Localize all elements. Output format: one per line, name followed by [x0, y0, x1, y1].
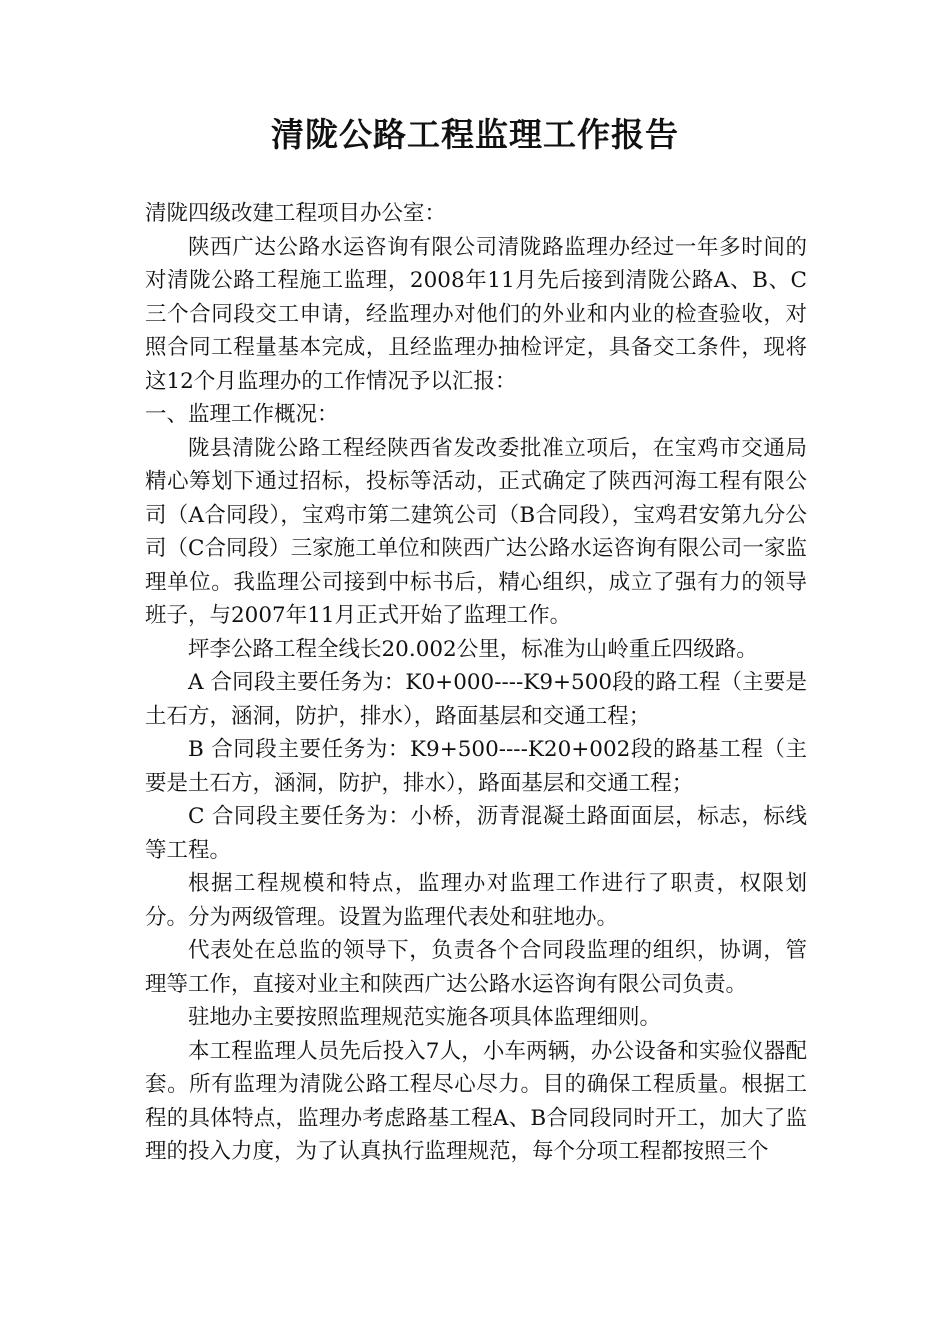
paragraph-road-length: 坪李公路工程全线长20.002公里，标准为山岭重丘四级路。: [188, 636, 758, 662]
section-heading-overview: 一、监理工作概况：: [145, 402, 339, 427]
paragraph-intro: 陕西广达公路水运咨询有限公司清陇路监理办经过一年多时间的对清陇公路工程施工监理，2008年11月先后接到清陇公路A、B、C三个合同段交工申请，经监理办对他们的外业和内业的检查验收，对照合同工程量基本完成，且经监理办抽检评定，具备交工条件，现将这12个月监理办的工作情况予以汇报：: [145, 234, 807, 394]
salutation: 清陇四级改建工程项目办公室：: [145, 201, 447, 226]
paragraph-contract-b: B 合同段主要任务为：K9+500----K20+002段的路基工程（主要是土石方，涵洞，防护，排水），路面基层和交通工程；: [145, 737, 807, 796]
paragraph-contract-a: A 合同段主要任务为：K0+000----K9+500段的路工程（主要是土石方，涵洞，防护，排水），路面基层和交通工程；: [145, 670, 807, 729]
document-title: 清陇公路工程监理工作报告: [271, 115, 679, 154]
paragraph-representative-office: 代表处在总监的领导下，负责各个合同段监理的组织，协调，管理等工作，直接对业主和陕西广达公路水运咨询有限公司负责。: [145, 938, 807, 997]
paragraph-project-approval: 陇县清陇公路工程经陕西省发改委批准立项后，在宝鸡市交通局精心筹划下通过招标，投标等活动，正式确定了陕西河海工程有限公司（A合同段），宝鸡市第二建筑公司（B合同段），宝鸡君安第九分公司（C合同段）三家施工单位和陕西广达公路水运咨询有限公司一家监理单位。我监理公司接到中标书后，精心组织，成立了强有力的领导班子，与2007年11月正式开始了监理工作。: [145, 435, 807, 628]
paragraph-staffing: 本工程监理人员先后投入7人，小车两辆，办公设备和实验仪器配套。所有监理为清陇公路工程尽心尽力。目的确保工程质量。根据工程的具体特点，监理办考虑路基工程A、B合同段同时开工，加大了监理的投入力度，为了认真执行监理规范，每个分项工程都按照三个: [145, 1038, 807, 1164]
paragraph-management-levels: 根据工程规模和特点，监理办对监理工作进行了职责，权限划分。分为两级管理。设置为监理代表处和驻地办。: [145, 871, 807, 930]
paragraph-resident-office: 驻地办主要按照监理规范实施各项具体监理细则。: [188, 1005, 662, 1030]
paragraph-contract-c: C 合同段主要任务为：小桥，沥青混凝土路面面层，标志，标线等工程。: [145, 804, 807, 863]
document-body: [145, 197, 807, 1169]
